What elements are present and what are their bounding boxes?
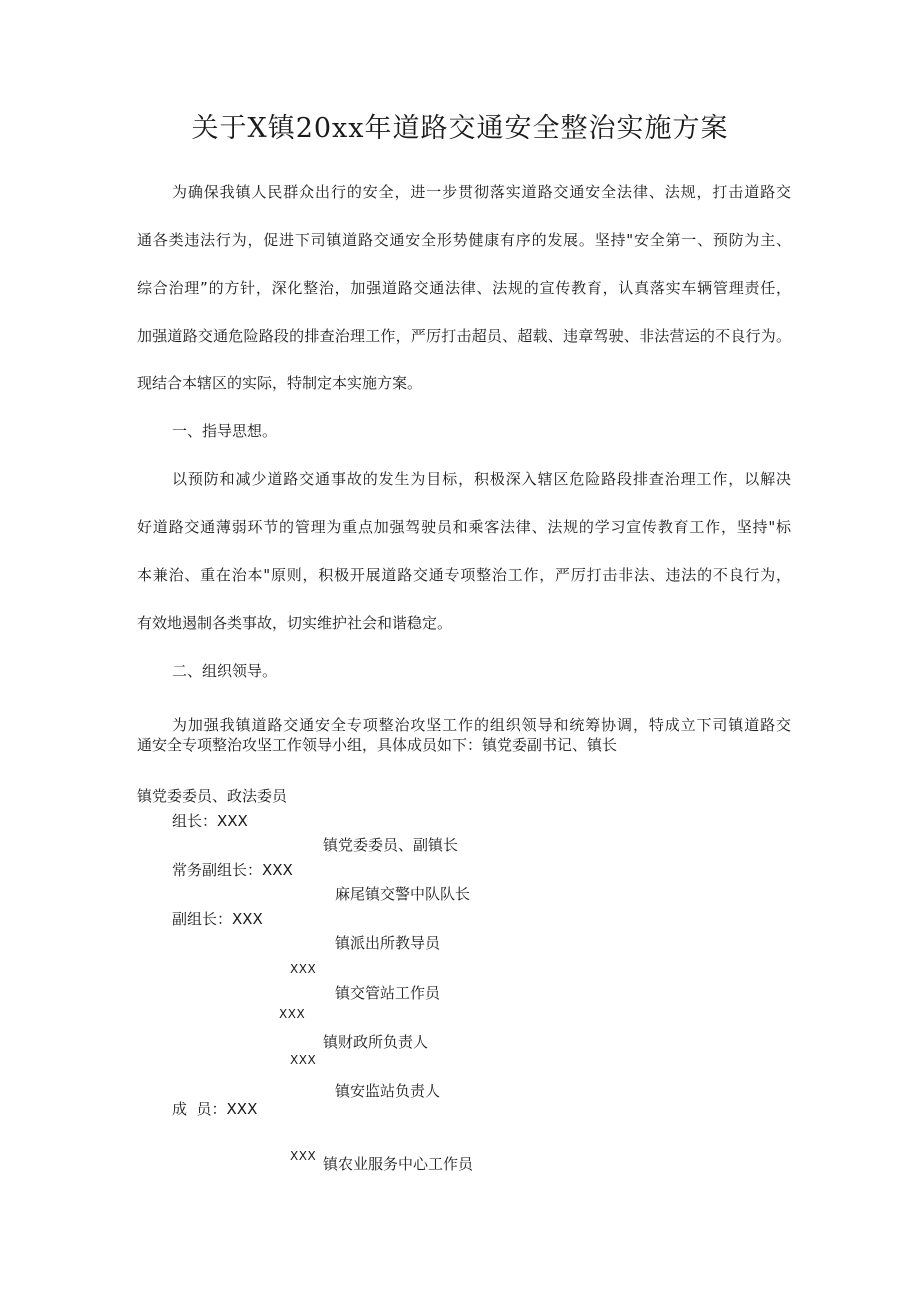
section2-line: 为加强我镇道路交通安全专项整治攻坚工作的组织领导和统筹协调，特成立下司镇道路交 bbox=[172, 716, 791, 734]
roster-name: XXX bbox=[290, 1053, 317, 1067]
roster-title: 镇派出所教导员 bbox=[335, 934, 441, 952]
roster-title: 镇农业服务中心工作员 bbox=[323, 1155, 474, 1173]
roster-name: XXX bbox=[279, 1007, 306, 1021]
roster-title: 镇交管站工作员 bbox=[335, 984, 441, 1002]
section1-line: 以预防和减少道路交通事故的发生为目标，积极深入辖区危险路段排查治理工作，以解决 bbox=[172, 470, 791, 488]
intro-line: 通各类违法行为，促进下司镇道路交通安全形势健康有序的发展。坚持"安全第一、预防为主、 bbox=[137, 231, 791, 249]
roster-name: XXX bbox=[290, 1149, 317, 1163]
roster-name: XXX bbox=[290, 962, 317, 976]
document-title: 关于X镇20xx年道路交通安全整治实施方案 bbox=[191, 113, 729, 144]
intro-line: 现结合本辖区的实际，特制定本实施方案。 bbox=[137, 374, 423, 392]
intro-line: 综合治理”的方针，深化整治，加强道路交通法律、法规的宣传教育，认真落实车辆管理责任， bbox=[137, 279, 791, 297]
roster-title: 镇安监站负责人 bbox=[335, 1082, 441, 1100]
roster-label: 组长：XXX bbox=[172, 812, 248, 830]
section1-line: 好道路交通薄弱环节的管理为重点加强驾驶员和乘客法律、法规的学习宣传教育工作，坚持"标 bbox=[137, 518, 791, 536]
intro-line: 为确保我镇人民群众出行的安全，进一步贯彻落实道路交通安全法律、法规，打击道路交 bbox=[172, 183, 791, 201]
roster-label: 常务副组长：XXX bbox=[172, 861, 293, 879]
section1-line: 本兼治、重在治本"原则，积极开展道路交通专项整治工作，严厉打击非法、违法的不良行为， bbox=[137, 566, 791, 584]
roster-title: 镇财政所负责人 bbox=[323, 1033, 429, 1051]
section-heading: 二、组织领导。 bbox=[172, 662, 278, 680]
intro-line: 加强道路交通危险路段的排查治理工作，严厉打击超员、超载、违章驾驶、非法营运的不良行为。 bbox=[137, 327, 791, 345]
section2-line: 通安全专项整治攻坚工作领导小组，具体成员如下：镇党委副书记、镇长 bbox=[137, 736, 618, 754]
roster-title: 镇党委委员、副镇长 bbox=[323, 836, 459, 854]
roster-label: 副组长：XXX bbox=[172, 910, 263, 928]
roster-title: 麻尾镇交警中队队长 bbox=[335, 885, 471, 903]
section1-line: 有效地遏制各类事故，切实维护社会和谐稳定。 bbox=[137, 614, 453, 632]
section-heading: 一、指导思想。 bbox=[172, 422, 278, 440]
roster-title: 镇党委委员、政法委员 bbox=[137, 787, 288, 805]
roster-label: 成 员：XXX bbox=[172, 1100, 258, 1118]
